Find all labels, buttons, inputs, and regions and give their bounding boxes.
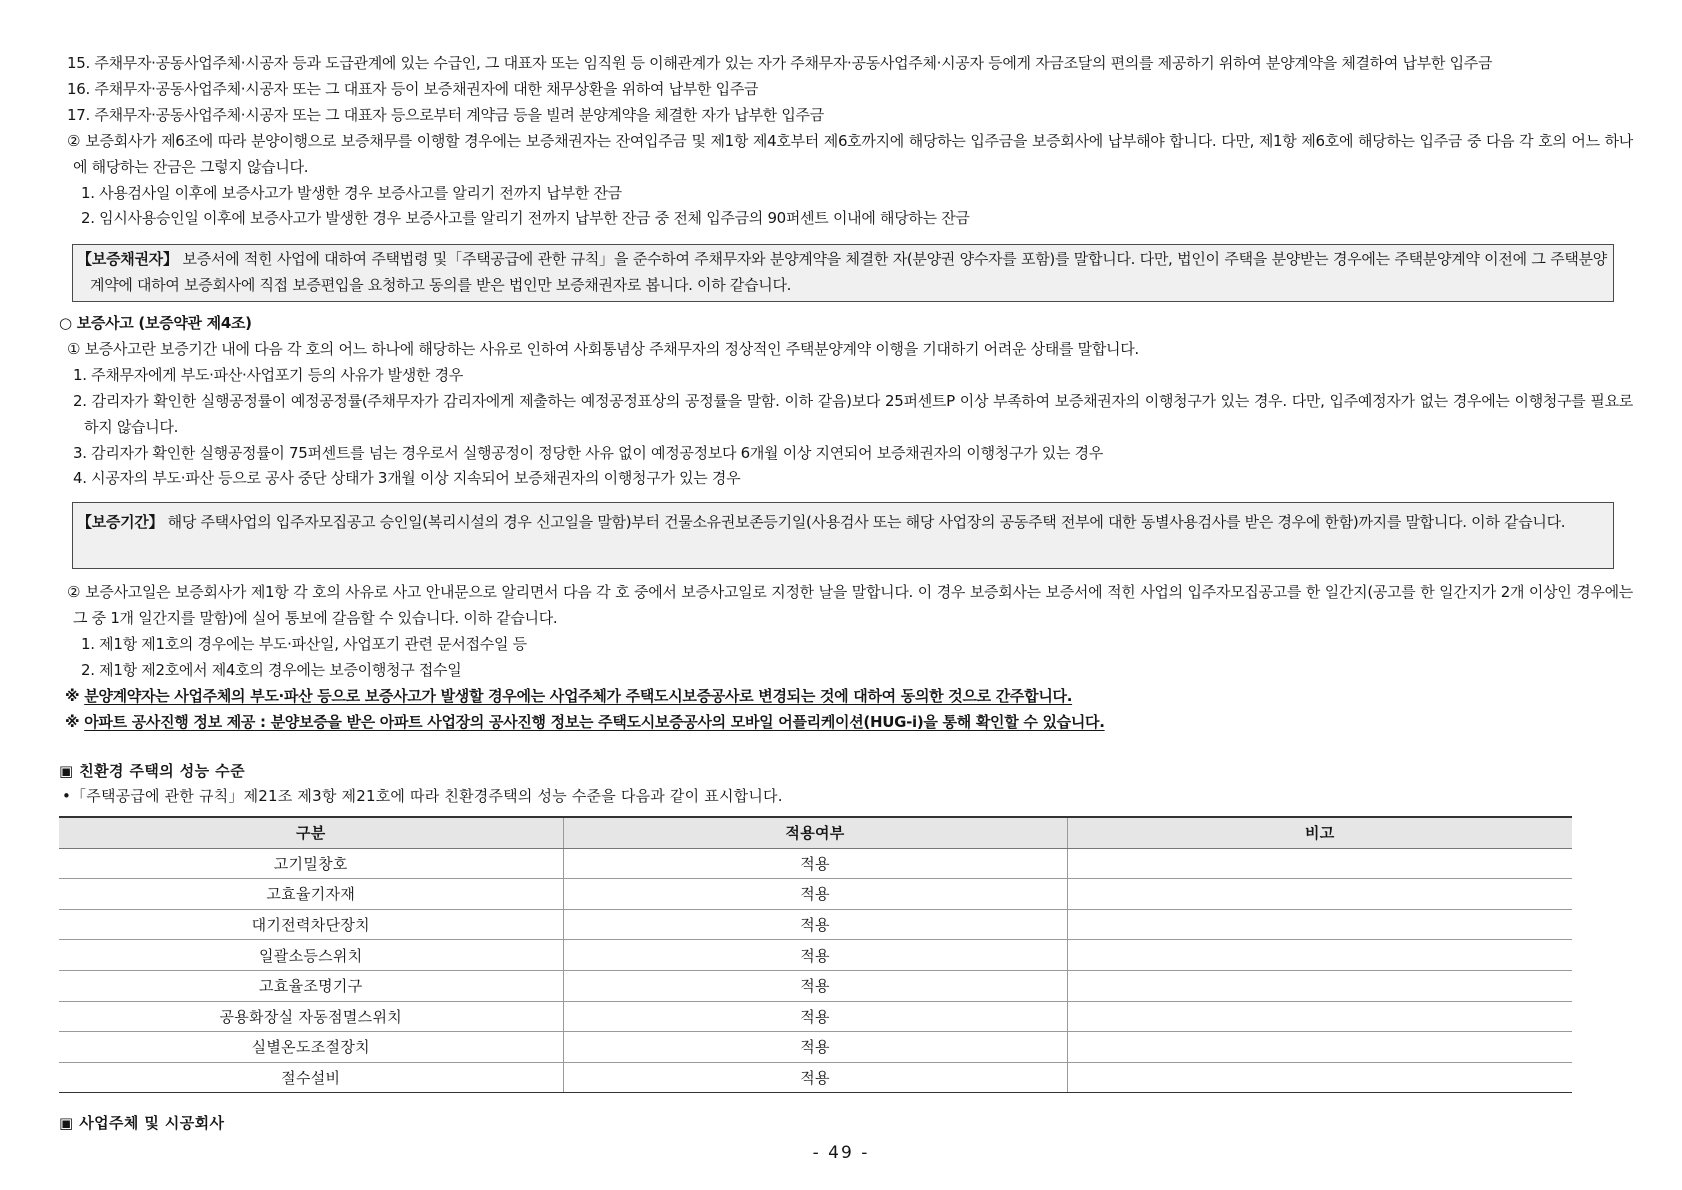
remarks-cell <box>1067 1032 1572 1063</box>
eco-housing-intro: •「주택공급에 관한 규칙」제21조 제3항 제21호에 따라 친환경주택의 성능 수준을 다음과 같이 표시합니다. <box>62 787 783 805</box>
item-cell: 절수설비 <box>59 1062 563 1093</box>
definition-text: 해당 주택사업의 입주자모집공고 승인일(복리시설의 경우 신고일을 말함)부터 건물소유권보존등기일(사용검사 또는 해당 사업장의 공동주택 전부에 대한 동별사용검사를 받은 경우에 한함)까지를 말합니다. 이하 같습니다. <box>163 513 1566 531</box>
list-item: 1. 제1항 제1호의 경우에는 부도·파산일, 사업포기 관련 문서접수일 등 <box>81 634 527 653</box>
applied-cell: 적용 <box>563 1001 1067 1032</box>
definition-text: 보증서에 적힌 사업에 대하여 주택법령 및「주택공급에 관한 규칙」을 준수하여 주채무자와 분양계약을 체결한 자(분양권 양수자를 포함)를 말합니다. 다만, 법인이 주택을 분양받는 경우에는 주택분양계약 이전에 그 주택분양계약에 대하여 보증회사에 직접 보증편입을 요청하고 동의를 받은 법인만 보증채권자로 봅니다. 이하 같습니다. <box>90 250 1607 294</box>
table-row <box>59 1001 1572 1032</box>
table-row <box>59 909 1572 940</box>
list-item: 1. 주채무자에게 부도·파산·사업포기 등의 사유가 발생한 경우 <box>73 365 464 384</box>
section-heading: ○ 보증사고 (보증약관 제4조) <box>59 314 252 332</box>
notice-consent <box>65 684 1633 710</box>
item-cell: 고기밀창호 <box>59 848 563 879</box>
table-row <box>59 1032 1572 1063</box>
item-cell: 실별온도조절장치 <box>59 1032 563 1063</box>
table-header-row <box>59 817 1572 848</box>
table-row <box>59 848 1572 879</box>
list-item: 4. 시공자의 부도·파산 등으로 공사 중단 상태가 3개월 이상 지속되어 보증채권자의 이행청구가 있는 경우 <box>73 469 741 488</box>
reference-mark: ※ <box>65 686 85 705</box>
item-cell: 고효율조명기구 <box>59 970 563 1001</box>
list-item: 1. 사용검사일 이후에 보증사고가 발생한 경우 보증사고를 알리기 전까지 납부한 잔금 <box>81 183 622 202</box>
applied-cell: 적용 <box>563 1032 1067 1063</box>
column-header-category: 구분 <box>59 817 563 848</box>
table-row <box>59 940 1572 971</box>
list-item: 2. 임시사용승인일 이후에 보증사고가 발생한 경우 보증사고를 알리기 전까지 납부한 잔금 중 전체 입주금의 90퍼센트 이내에 해당하는 잔금 <box>81 209 970 228</box>
column-header-remarks: 비고 <box>1067 817 1572 848</box>
notice-text: 분양계약자는 사업주체의 부도·파산 등으로 보증사고가 발생할 경우에는 사업주체가 주택도시보증공사로 변경되는 것에 대하여 동의한 것으로 간주합니다. <box>84 686 1073 705</box>
refund-excluded-section <box>67 51 1633 232</box>
table-row <box>59 879 1572 910</box>
notice-construction-info <box>65 710 1633 736</box>
remarks-cell <box>1067 1001 1572 1032</box>
column-header-applied: 적용여부 <box>563 817 1067 848</box>
applied-cell: 적용 <box>563 909 1067 940</box>
remarks-cell <box>1067 909 1572 940</box>
item-cell: 대기전력차단장치 <box>59 909 563 940</box>
applied-cell: 적용 <box>563 940 1067 971</box>
remarks-cell <box>1067 970 1572 1001</box>
item-cell: 고효율기자재 <box>59 879 563 910</box>
reference-mark: ※ <box>65 712 85 731</box>
clause-paragraph: ② 보증회사가 제6조에 따라 분양이행으로 보증채무를 이행할 경우에는 보증채권자는 잔여입주금 및 제1항 제4호부터 제6호까지에 해당하는 입주금을 보증회사에 납부해야 합니다. 다만, 제1항 제6호에 해당하는 입주금 중 다음 각 호의 어느 하나에 해당하는 잔금은 그렇지 않습니다. <box>67 131 1633 176</box>
item-cell: 공용화장실 자동점멸스위치 <box>59 1001 563 1032</box>
applied-cell: 적용 <box>563 1062 1067 1093</box>
remarks-cell <box>1067 940 1572 971</box>
table-row <box>59 970 1572 1001</box>
definition-term: 【보증기간】 <box>77 513 164 531</box>
page-number: - 49 - <box>812 1143 870 1163</box>
remarks-cell <box>1067 879 1572 910</box>
clause-paragraph: ① 보증사고란 보증기간 내에 다음 각 호의 어느 하나에 해당하는 사유로 인하여 사회통념상 주채무자의 정상적인 주택분양계약 이행을 기대하기 어려운 상태를 말합니다. <box>67 339 1139 358</box>
remarks-cell <box>1067 848 1572 879</box>
list-item: 15. 주채무자·공동사업주체·시공자 등과 도급관계에 있는 수급인, 그 대표자 또는 임직원 등 이해관계가 있는 자가 주채무자·공동사업주체·시공자 등에게 자금조달의 편의를 제공하기 위하여 분양계약을 체결하여 납부한 입주금 <box>67 54 1493 72</box>
definition-box-period <box>72 502 1614 569</box>
list-item: 3. 감리자가 확인한 실행공정률이 75퍼센트를 넘는 경우로서 실행공정이 정당한 사유 없이 예정공정보다 6개월 이상 지연되어 보증채권자의 이행청구가 있는 경우 <box>73 443 1104 462</box>
business-entity-heading: ▣ 사업주체 및 시공회사 <box>59 1114 225 1132</box>
applied-cell: 적용 <box>563 879 1067 910</box>
definition-box-creditor <box>72 244 1614 302</box>
notice-text: 아파트 공사진행 정보 제공 : 분양보증을 받은 아파트 사업장의 공사진행 정보는 주택도시보증공사의 모바일 어플리케이션(HUG-i)을 통해 확인할 수 있습니다. <box>84 712 1105 731</box>
definition-term: 【보증채권자】 <box>77 250 178 268</box>
eco-performance-table <box>59 816 1572 1093</box>
table-row <box>59 1062 1572 1093</box>
remarks-cell <box>1067 1062 1572 1093</box>
list-item: 17. 주채무자·공동사업주체·시공자 또는 그 대표자 등으로부터 계약금 등을 빌려 분양계약을 체결한 자가 납부한 입주금 <box>67 105 824 124</box>
clause-paragraph: ② 보증사고일은 보증회사가 제1항 각 호의 사유로 사고 안내문으로 알리면서 다음 각 호 중에서 보증사고일로 지정한 날을 말합니다. 이 경우 보증회사는 보증서에 적힌 사업의 입주자모집공고를 한 일간지(공고를 한 일간지가 2개 이상인 경우에는 그 중 1개 일간지를 말함)에 실어 통보에 갈음할 수 있습니다. 이하 같습니다. <box>67 583 1633 627</box>
applied-cell: 적용 <box>563 848 1067 879</box>
eco-housing-heading: ▣ 친환경 주택의 성능 수준 <box>59 762 245 780</box>
list-item: 2. 감리자가 확인한 실행공정률이 예정공정률(주채무자가 감리자에게 제출하는 예정공정표상의 공정률을 말함. 이하 같음)보다 25퍼센트P 이상 부족하여 보증채권자의 이행청구가 있는 경우. 다만, 입주예정자가 없는 경우에는 이행청구를 필요로 하지 않습니다. <box>73 391 1633 436</box>
accident-date-section <box>67 580 1633 735</box>
guarantee-accident-section <box>59 311 1633 492</box>
item-cell: 일괄소등스위치 <box>59 940 563 971</box>
applied-cell: 적용 <box>563 970 1067 1001</box>
list-item: 2. 제1항 제2호에서 제4호의 경우에는 보증이행청구 접수일 <box>81 660 462 679</box>
list-item: 16. 주채무자·공동사업주체·시공자 또는 그 대표자 등이 보증채권자에 대한 채무상환을 위하여 납부한 입주금 <box>67 79 759 98</box>
